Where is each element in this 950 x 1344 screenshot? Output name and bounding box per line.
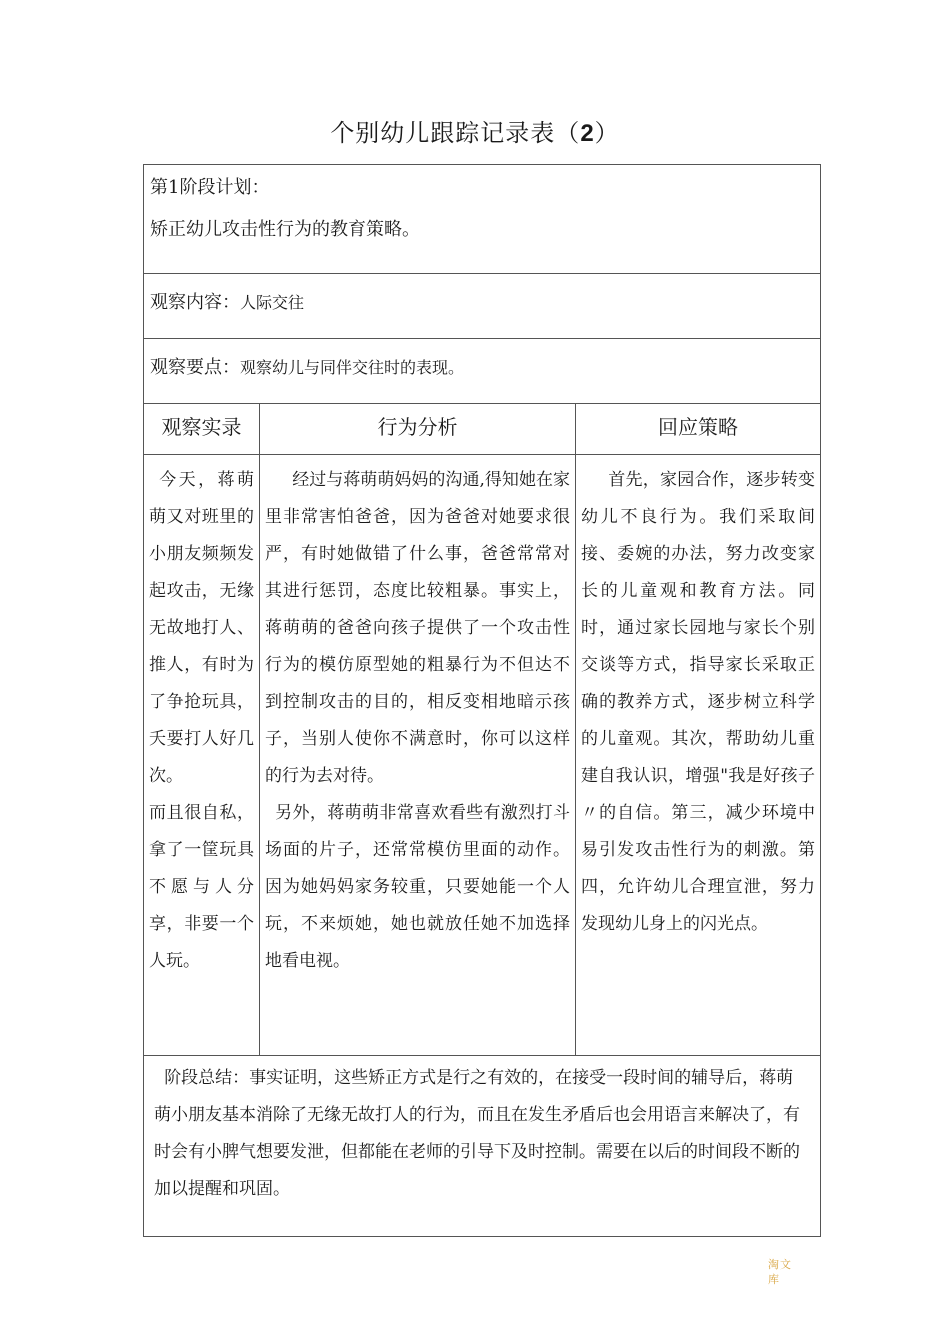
observation-points-value: 观察幼儿与同伴交往时的表现。	[240, 358, 465, 377]
record-paragraph-2: 而且很自私，拿了一筐玩具不愿与人分享，非要一个人玩。	[149, 803, 254, 971]
strategy-cell	[576, 455, 821, 1056]
observation-content-label: 观察内容：	[150, 292, 240, 313]
record-table	[143, 164, 821, 1237]
analysis-paragraph-1: 经过与蒋萌萌妈妈的沟通,得知她在家里非常害怕爸爸，因为爸爸对她要求很严，有时她做错了什么事，爸爸常常对其进行惩罚，态度比较粗暴。事实上，蒋萌萌的爸爸向孩子提供了一个攻击性行为的模仿原型她的粗暴行为不但达不到控制攻击的目的，相反变相地暗示孩子，当别人使你不满意时，你可以这样的行为去对待。	[265, 470, 570, 786]
watermark-logo: 淘文库	[768, 1258, 792, 1286]
title-close: ）	[594, 119, 620, 147]
observation-points-row	[144, 339, 821, 404]
header-record: 观察实录	[144, 404, 260, 455]
observation-points-label: 观察要点：	[150, 357, 240, 378]
strategy-paragraph-1: 首先，家园合作，逐步转变幼儿不良行为。我们采取间接、委婉的办法，努力改变家长的儿童观和教育方法。同时，通过家长园地与家长个别交谈等方式，指导家长采取正确的教养方式，逐步树立科学的儿童观。其次，帮助幼儿重建自我认识，增强"我是好孩子〃的自信。第三，减少环境中易引发攻击性行为的刺激。第四，允许幼儿合理宣泄，努力发现幼儿身上的闪光点。	[581, 470, 816, 934]
observation-content-cell	[144, 274, 821, 339]
observation-points-cell	[144, 339, 821, 404]
summary-cell	[144, 1056, 821, 1237]
header-row	[144, 404, 821, 455]
title-number: 2	[580, 120, 595, 147]
analysis-cell	[260, 455, 576, 1056]
summary-text: 阶段总结：事实证明，这些矫正方式是行之有效的，在接受一段时间的辅导后，蒋萌萌小朋友基本消除了无缘无故打人的行为，而且在发生矛盾后也会用语言来解决了，有时会有小脾气想要发泄，但都能在老师的引导下及时控制。需要在以后的时间段不断的加以提醒和巩固。	[154, 1068, 800, 1199]
plan-cell	[144, 165, 821, 274]
plan-text: 矫正幼儿攻击性行为的教育策略。	[150, 219, 420, 240]
observation-content-row	[144, 274, 821, 339]
header-strategy: 回应策略	[576, 404, 821, 455]
observation-content-value: 人际交往	[240, 293, 305, 312]
plan-row	[144, 165, 821, 274]
content-row	[144, 455, 821, 1056]
page-title	[0, 116, 950, 151]
record-paragraph-1: 今天，蒋萌萌又对班里的小朋友频频发起攻击，无缘无故地打人、推人，有时为了争抢玩具，夭要打人好几次。	[149, 470, 254, 786]
title-text: 个别幼儿跟踪记录表（	[330, 119, 581, 147]
plan-label: 第1阶段计划：	[150, 177, 270, 198]
analysis-paragraph-2: 另外，蒋萌萌非常喜欢看些有激烈打斗场面的片子，还常常模仿里面的动作。因为她妈妈家务较重，只要她能一个人玩，不来烦她，她也就放任她不加选择地看电视。	[265, 803, 570, 971]
header-analysis: 行为分析	[260, 404, 576, 455]
summary-row	[144, 1056, 821, 1237]
record-cell	[144, 455, 260, 1056]
